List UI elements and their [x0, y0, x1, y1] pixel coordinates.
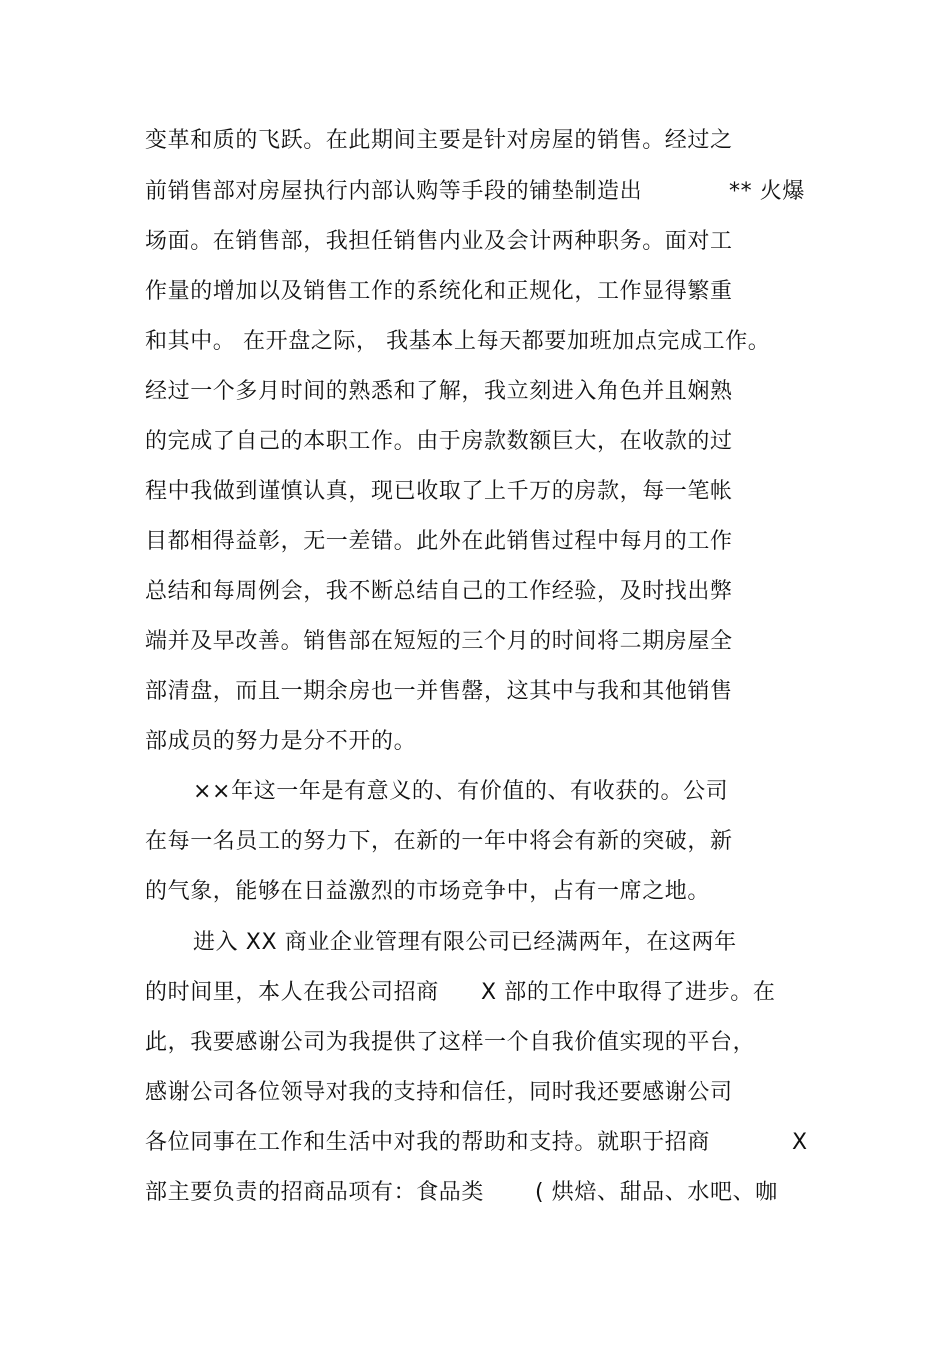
text-segment: 前销售部对房屋执行内部认购等手段的铺垫制造出 [145, 179, 643, 204]
text-segment: X 部的工作中取得了进步。在 [481, 980, 776, 1005]
text-line: 此，我要感谢公司为我提供了这样一个自我价值实现的平台， [145, 1030, 756, 1055]
text-line: 端并及早改善。销售部在短短的三个月的时间将二期房屋全 [145, 629, 733, 654]
text-line: 目都相得益彰，无一差错。此外在此销售过程中每月的工作 [145, 529, 733, 554]
paragraph-start-line: 进入 XX 商业企业管理有限公司已经满两年，在这两年 [193, 930, 737, 955]
text-line: 和其中。 在开盘之际， 我基本上每天都要加班加点完成工作。 [145, 329, 771, 354]
text-line: 总结和每周例会，我不断总结自己的工作经验，及时找出弊 [145, 579, 733, 604]
text-line: 变革和质的飞跃。在此期间主要是针对房屋的销售。经过之 [145, 128, 733, 153]
text-line: 部成员的努力是分不开的。 [145, 729, 417, 754]
text-line: 程中我做到谨慎认真，现已收取了上千万的房款，每一笔帐 [145, 479, 733, 504]
text-line: 在每一名员工的努力下，在新的一年中将会有新的突破，新 [145, 829, 733, 854]
text-segment: ** 火爆 [729, 179, 805, 204]
text-line: 的完成了自己的本职工作。由于房款数额巨大，在收款的过 [145, 429, 733, 454]
text-segment: 的时间里，本人在我公司招商 [145, 980, 439, 1005]
text-line: 作量的增加以及销售工作的系统化和正规化，工作显得繁重 [145, 279, 733, 304]
text-line: 场面。在销售部，我担任销售内业及会计两种职务。面对工 [145, 229, 733, 254]
text-line [145, 1178, 785, 1208]
text-segment: ( 烘焙、甜品、水吧、咖 [535, 1180, 778, 1205]
text-segment: X [792, 1130, 808, 1155]
text-line: 感谢公司各位领导对我的支持和信任，同时我还要感谢公司 [145, 1080, 733, 1105]
text-line [145, 1128, 815, 1158]
text-segment: 部主要负责的招商品项有：食品类 [145, 1180, 485, 1205]
text-line [145, 177, 805, 207]
text-line: 经过一个多月时间的熟悉和了解，我立刻进入角色并且娴熟 [145, 379, 733, 404]
text-line [145, 978, 785, 1008]
text-line: 的气象，能够在日益激烈的市场竞争中，占有一席之地。 [145, 879, 711, 904]
text-line: 部清盘，而且一期余房也一并售罄，这其中与我和其他销售 [145, 679, 733, 704]
text-segment: 各位同事在工作和生活中对我的帮助和支持。就职于招商 [145, 1130, 711, 1155]
paragraph-start-line: ××年这一年是有意义的、有价值的、有收获的。公司 [193, 779, 729, 804]
